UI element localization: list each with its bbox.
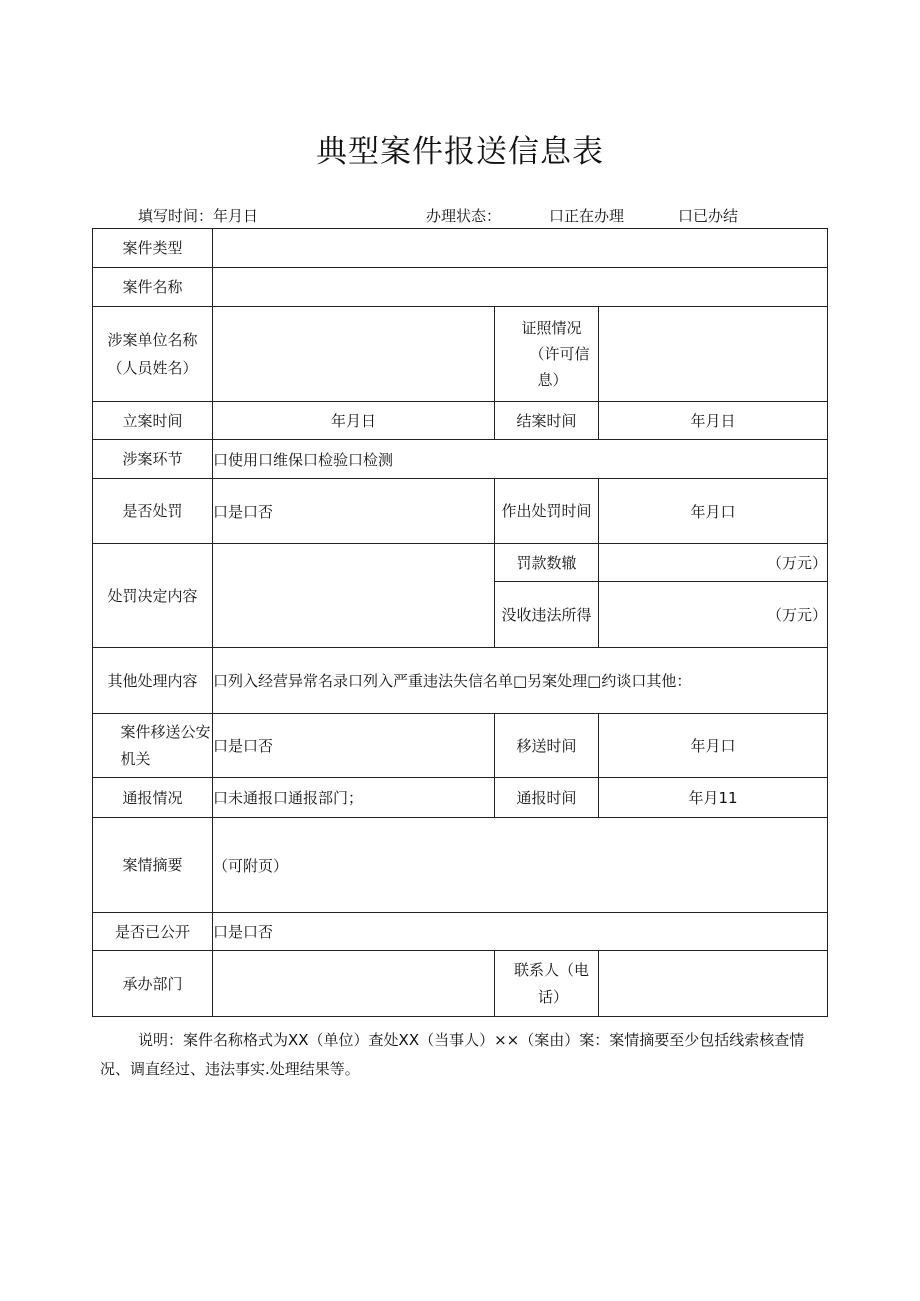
unit-label-line2: （人员姓名） xyxy=(107,359,198,377)
notify-time-label: 通报时间 xyxy=(495,778,599,818)
notify-time-field[interactable]: 年月11 xyxy=(599,778,828,818)
fine-field[interactable]: （万元） xyxy=(599,544,828,582)
close-time-field[interactable]: 年月日 xyxy=(599,402,828,440)
status-done-checkbox[interactable]: 口已办结 xyxy=(678,207,739,225)
fill-time-label: 填写时间： xyxy=(138,207,214,225)
contact-label xyxy=(495,951,599,1017)
form-note xyxy=(100,1026,828,1084)
fill-time xyxy=(138,205,258,226)
row-dept xyxy=(93,951,828,1017)
transfer-time-field[interactable]: 年月口 xyxy=(599,714,828,778)
row-case-name xyxy=(93,268,828,307)
case-type-label: 案件类型 xyxy=(93,229,213,268)
license-label-line3: 息） xyxy=(537,371,568,389)
notify-options[interactable]: 口未通报口通报部门； xyxy=(213,778,495,818)
row-decision-fine xyxy=(93,544,828,582)
filing-time-field[interactable]: 年月日 xyxy=(213,402,495,440)
form-title: 典型案件报送信息表 xyxy=(316,134,604,170)
row-transfer xyxy=(93,714,828,778)
transfer-options[interactable]: 口是口否 xyxy=(213,714,495,778)
license-field[interactable] xyxy=(599,307,828,402)
license-label-line1: 证照情况 xyxy=(521,319,582,337)
row-case-type xyxy=(93,229,828,268)
unit-label xyxy=(93,307,213,402)
fine-label: 罚款数辙 xyxy=(495,544,599,582)
fill-time-value: 年月日 xyxy=(213,207,259,225)
license-label xyxy=(495,307,599,402)
contact-field[interactable] xyxy=(599,951,828,1017)
status-in-progress-checkbox[interactable]: 口正在办理 xyxy=(549,207,625,225)
transfer-label-line1: 案件移送公安 xyxy=(120,722,211,741)
summary-field[interactable]: （可附页） xyxy=(213,818,828,913)
row-unit xyxy=(93,307,828,402)
filing-time-label: 立案时间 xyxy=(93,402,213,440)
row-filing xyxy=(93,402,828,440)
other-label: 其他处理内容 xyxy=(93,648,213,714)
stage-label: 涉案环节 xyxy=(93,440,213,479)
confiscate-label: 没收违法所得 xyxy=(495,582,599,648)
row-public xyxy=(93,913,828,951)
case-name-label: 案件名称 xyxy=(93,268,213,307)
unit-label-line1: 涉案单位名称 xyxy=(107,331,198,349)
other-options[interactable]: 口列入经营异常名录口列入严重违法失信名单□另案处理□约谈口其他： xyxy=(213,648,828,714)
note-line2: 况、调直经过、违法事实.处理结果等。 xyxy=(100,1060,360,1078)
contact-label-line2: 话） xyxy=(537,987,568,1006)
dept-field[interactable] xyxy=(213,951,495,1017)
row-notify xyxy=(93,778,828,818)
stage-options[interactable]: 口使用口维保口检验口检测 xyxy=(213,440,828,479)
public-label: 是否已公开 xyxy=(93,913,213,951)
penalty-time-field[interactable]: 年月口 xyxy=(599,479,828,544)
license-label-line2: （许可信 xyxy=(529,345,590,363)
case-type-field[interactable] xyxy=(213,229,828,268)
row-stage xyxy=(93,440,828,479)
summary-label: 案情摘要 xyxy=(93,818,213,913)
row-penalty xyxy=(93,479,828,544)
case-info-table xyxy=(92,228,828,1017)
note-line1: 说明：案件名称格式为XX（单位）查处XX（当事人）××（案由）案：案情摘要至少包括线索核查情 xyxy=(138,1031,805,1049)
row-other xyxy=(93,648,828,714)
transfer-label-line2: 机关 xyxy=(120,749,151,768)
contact-label-line1: 联系人（电 xyxy=(513,960,589,979)
confiscate-field[interactable]: （万元） xyxy=(599,582,828,648)
decision-label: 处罚决定内容 xyxy=(93,544,213,648)
transfer-label xyxy=(93,714,213,778)
case-name-field[interactable] xyxy=(213,268,828,307)
unit-field[interactable] xyxy=(213,307,495,402)
dept-label: 承办部门 xyxy=(93,951,213,1017)
transfer-time-label: 移送时间 xyxy=(495,714,599,778)
penalty-label: 是否处罚 xyxy=(93,479,213,544)
penalty-time-label: 作出处罚时间 xyxy=(495,479,599,544)
notify-label: 通报情况 xyxy=(93,778,213,818)
row-summary xyxy=(93,818,828,913)
status-label: 办理状态： xyxy=(426,207,502,225)
close-time-label: 结案时间 xyxy=(495,402,599,440)
decision-field[interactable] xyxy=(213,544,495,648)
public-options[interactable]: 口是口否 xyxy=(213,913,828,951)
penalty-options[interactable]: 口是口否 xyxy=(213,479,495,544)
